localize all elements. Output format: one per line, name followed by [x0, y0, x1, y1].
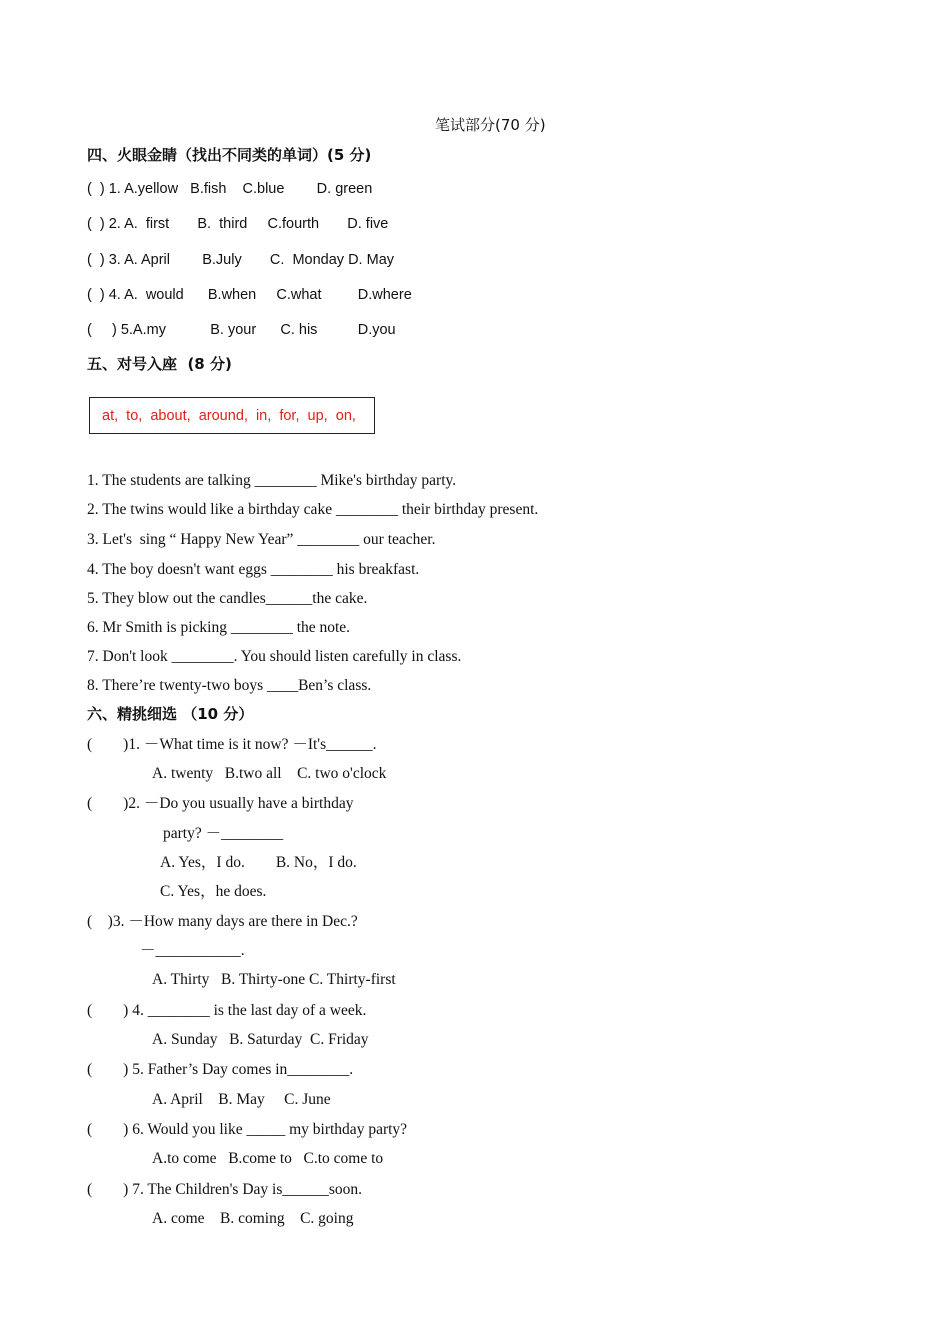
section4-heading: 四、火眼金睛（找出不同类的单词）(5 分)	[87, 146, 372, 164]
section5-item-6: 6. Mr Smith is picking ________ the note.	[87, 619, 351, 636]
section5-item-4: 4. The boy doesn't want eggs ________ his breakfast.	[87, 561, 420, 578]
q2-option-c: C. Yes，he does.	[160, 883, 267, 900]
section5-item-8: 8. There’re twenty-two boys ____Ben’s class.	[87, 677, 372, 694]
q2-options-ab: A. Yes，I do. B. No，I do.	[160, 854, 357, 871]
q6-options: A.to come B.come to C.to come to	[152, 1150, 384, 1167]
section6-heading: 六、精挑细选 （10 分）	[87, 705, 254, 723]
section4-item-2: ( ) 2. A. first B. third C.fourth D. five	[87, 216, 389, 232]
section4-item-4: ( ) 4. A. would B.when C.what D.where	[87, 287, 412, 303]
section5-item-2: 2. The twins would like a birthday cake ________ their birthday present.	[87, 501, 539, 518]
section4-item-1: ( ) 1. A.yellow B.fish C.blue D. green	[87, 181, 373, 197]
section5-heading: 五、对号入座 (8 分)	[87, 355, 232, 373]
page-title: 笔试部分(70 分)	[435, 116, 546, 134]
section5-item-1: 1. The students are talking ________ Mike's birthday party.	[87, 472, 457, 489]
section5-item-3: 3. Let's sing “ Happy New Year” ________ our teacher.	[87, 531, 436, 548]
q3-stem: ( )3. －How many days are there in Dec.?	[87, 913, 358, 930]
word-bank-box	[89, 397, 375, 434]
q3-answer-blank: －___________.	[140, 942, 245, 959]
q6-stem: ( ) 6. Would you like _____ my birthday party?	[87, 1121, 408, 1138]
section4-item-5: ( ) 5.A.my B. your C. his D.you	[87, 322, 396, 338]
section4-item-3: ( ) 3. A. April B.July C. Monday D. May	[87, 252, 395, 268]
q7-stem: ( ) 7. The Children's Day is______soon.	[87, 1181, 363, 1198]
q1-stem: ( )1. －What time is it now? －It's______.	[87, 736, 377, 753]
q4-stem: ( ) 4. ________ is the last day of a week.	[87, 1002, 367, 1019]
q5-options: A. April B. May C. June	[152, 1091, 331, 1108]
q2-stem-cont: party? －________	[163, 825, 284, 842]
section5-item-7: 7. Don't look ________. You should listen carefully in class.	[87, 648, 462, 665]
q3-options: A. Thirty B. Thirty-one C. Thirty-first	[152, 971, 396, 988]
q4-options: A. Sunday B. Saturday C. Friday	[152, 1031, 369, 1048]
section5-item-5: 5. They blow out the candles______the cake.	[87, 590, 368, 607]
q7-options: A. come B. coming C. going	[152, 1210, 354, 1227]
q2-stem: ( )2. －Do you usually have a birthday	[87, 795, 354, 812]
q1-options: A. twenty B.two all C. two o'clock	[152, 765, 387, 782]
word-bank-text: at, to, about, around, in, for, up, on,	[102, 408, 356, 424]
q5-stem: ( ) 5. Father’s Day comes in________.	[87, 1061, 354, 1078]
